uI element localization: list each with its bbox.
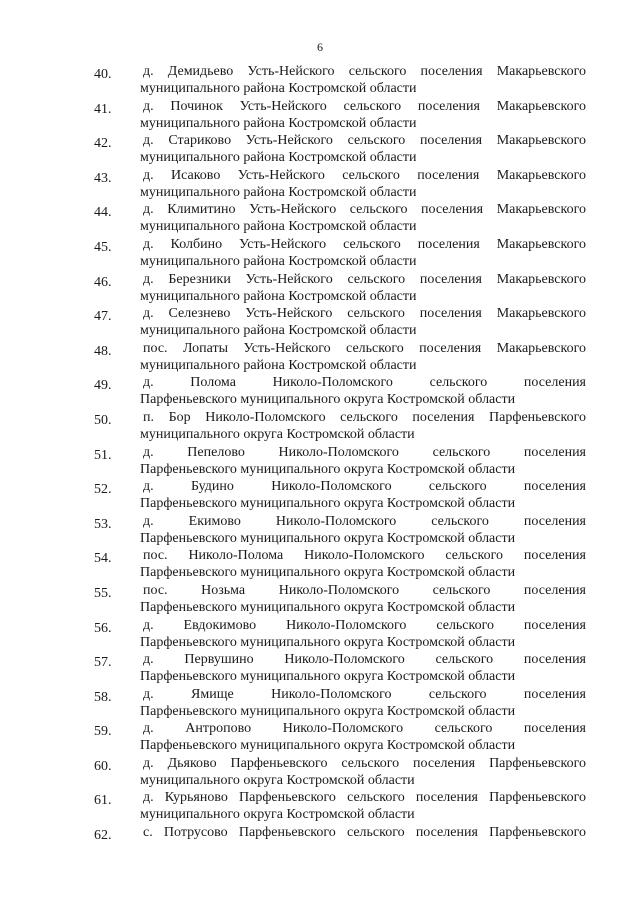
item-line-1: д. Климитино Усть-Нейского сельского поселения Макарьевского: [143, 202, 586, 218]
list-item: [0, 271, 640, 306]
item-line-1: д. Курьяново Парфеньевского сельского поселения Парфеньевского: [143, 790, 586, 806]
item-line-1: д. Пепелово Николо-Поломского сельского поселения: [143, 444, 586, 460]
list-item: [0, 513, 640, 548]
list-item: [0, 236, 640, 271]
item-text: [140, 582, 586, 616]
item-line-1: д. Стариково Усть-Нейского сельского поселения Макарьевского: [143, 133, 586, 149]
item-number: 48.: [94, 343, 112, 359]
list-item: [0, 340, 640, 375]
list-item: [0, 686, 640, 721]
item-text: [140, 478, 586, 512]
item-number: 51.: [94, 447, 112, 463]
item-line-1: д. Починок Усть-Нейского сельского поселения Макарьевского: [143, 98, 586, 114]
item-text: [140, 374, 586, 408]
item-number: 53.: [94, 516, 112, 532]
item-text: [140, 755, 586, 789]
item-line-1: с. Потрусово Парфеньевского сельского поселения Парфеньевского: [143, 825, 586, 841]
item-number: 50.: [94, 412, 112, 428]
item-line-2: Парфеньевского муниципального округа Костромской области: [140, 669, 516, 685]
list-item: [0, 444, 640, 479]
item-number: 52.: [94, 482, 112, 498]
item-text: [140, 409, 586, 443]
item-line-2: муниципального округа Костромской области: [140, 807, 415, 823]
item-line-1: пос. Лопаты Усть-Нейского сельского поселения Макарьевского: [143, 340, 586, 356]
list-item: [0, 374, 640, 409]
item-text: [140, 513, 586, 547]
item-text: [140, 167, 586, 201]
item-line-2: Парфеньевского муниципального округа Костромской области: [140, 392, 516, 408]
item-number: 54.: [94, 551, 112, 567]
item-line-1: д. Будино Николо-Поломского сельского поселения: [143, 479, 586, 495]
item-number: 62.: [94, 828, 112, 844]
item-number: 56.: [94, 620, 112, 636]
list-item: [0, 201, 640, 236]
list-item: [0, 789, 640, 824]
item-line-1: пос. Николо-Полома Николо-Поломского сельского поселения: [143, 548, 586, 564]
item-line-2: муниципального района Костромской области: [140, 184, 417, 200]
item-line-1: д. Колбино Усть-Нейского сельского поселения Макарьевского: [143, 236, 586, 252]
item-text: [140, 201, 586, 235]
item-number: 42.: [94, 136, 112, 152]
page-number: 6: [317, 40, 323, 54]
list-item: [0, 617, 640, 652]
item-line-2: Парфеньевского муниципального округа Костромской области: [140, 565, 516, 581]
item-text: [140, 547, 586, 581]
item-line-2: муниципального округа Костромской области: [140, 772, 415, 788]
item-line-2: муниципального района Костромской области: [140, 219, 417, 235]
item-number: 61.: [94, 793, 112, 809]
list-item: [0, 305, 640, 340]
item-text: [140, 132, 586, 166]
item-line-1: п. Бор Николо-Поломского сельского поселения Парфеньевского: [143, 409, 586, 425]
item-text: [140, 63, 586, 97]
item-line-1: д. Березники Усть-Нейского сельского поселения Макарьевского: [143, 271, 586, 287]
item-line-1: д. Евдокимово Николо-Поломского сельского поселения: [143, 617, 586, 633]
item-line-2: Парфеньевского муниципального округа Костромской области: [140, 738, 516, 754]
list-item: [0, 478, 640, 513]
item-text: [140, 98, 586, 132]
item-text: [140, 720, 586, 754]
item-text: [140, 444, 586, 478]
item-number: 58.: [94, 689, 112, 705]
item-line-1: д. Селезнево Усть-Нейского сельского поселения Макарьевского: [143, 306, 586, 322]
list-item: [0, 167, 640, 202]
item-number: 45.: [94, 239, 112, 255]
item-number: 43.: [94, 170, 112, 186]
list-item: [0, 755, 640, 790]
item-number: 46.: [94, 274, 112, 290]
item-line-2: муниципального округа Костромской области: [140, 426, 415, 442]
item-line-1: д. Ямище Николо-Поломского сельского поселения: [143, 686, 586, 702]
item-line-1: д. Антропово Николо-Поломского сельского поселения: [143, 721, 586, 737]
list-item: [0, 824, 640, 859]
item-line-1: д. Исаково Усть-Нейского сельского поселения Макарьевского: [143, 167, 586, 183]
list-item: [0, 582, 640, 617]
item-text: [140, 651, 586, 685]
item-line-2: муниципального района Костромской области: [140, 357, 417, 373]
item-text: [140, 789, 586, 823]
item-line-2: Парфеньевского муниципального округа Костромской области: [140, 634, 516, 650]
list-item: [0, 409, 640, 444]
item-number: 55.: [94, 585, 112, 601]
item-line-2: муниципального района Костромской области: [140, 288, 417, 304]
item-text: [140, 271, 586, 305]
item-number: 41.: [94, 101, 112, 117]
list-item: [0, 63, 640, 98]
item-text: [140, 824, 586, 841]
item-line-1: д. Екимово Николо-Поломского сельского поселения: [143, 513, 586, 529]
item-text: [140, 305, 586, 339]
item-number: 57.: [94, 655, 112, 671]
item-text: [140, 686, 586, 720]
list-item: [0, 98, 640, 133]
item-line-1: д. Демидьево Усть-Нейского сельского поселения Макарьевского: [143, 64, 586, 79]
item-text: [140, 340, 586, 374]
list-item: [0, 547, 640, 582]
item-number: 40.: [94, 67, 112, 82]
item-number: 44.: [94, 205, 112, 221]
item-number: 60.: [94, 758, 112, 774]
item-line-2: Парфеньевского муниципального округа Костромской области: [140, 461, 516, 477]
item-text: [140, 236, 586, 270]
item-line-2: муниципального района Костромской области: [140, 150, 417, 166]
item-line-2: муниципального района Костромской области: [140, 115, 417, 131]
item-line-2: Парфеньевского муниципального округа Костромской области: [140, 496, 516, 512]
item-line-2: Парфеньевского муниципального округа Костромской области: [140, 599, 516, 615]
item-line-1: д. Дьяково Парфеньевского сельского поселения Парфеньевского: [143, 755, 586, 771]
item-line-1: д. Полома Николо-Поломского сельского поселения: [143, 375, 586, 391]
item-number: 47.: [94, 309, 112, 325]
item-line-2: Парфеньевского муниципального округа Костромской области: [140, 530, 516, 546]
item-line-2: муниципального района Костромской области: [140, 81, 417, 96]
item-line-2: муниципального района Костромской области: [140, 253, 417, 269]
item-text: [140, 617, 586, 651]
item-line-1: д. Первушино Николо-Поломского сельского поселения: [143, 652, 586, 668]
item-line-2: муниципального района Костромской области: [140, 323, 417, 339]
item-number: 49.: [94, 378, 112, 394]
item-line-2: Парфеньевского муниципального округа Костромской области: [140, 703, 516, 719]
list-item: [0, 132, 640, 167]
item-line-1: пос. Нозьма Николо-Поломского сельского поселения: [143, 582, 586, 598]
settlement-list: [0, 63, 640, 859]
item-number: 59.: [94, 724, 112, 740]
list-item: [0, 720, 640, 755]
list-item: [0, 651, 640, 686]
